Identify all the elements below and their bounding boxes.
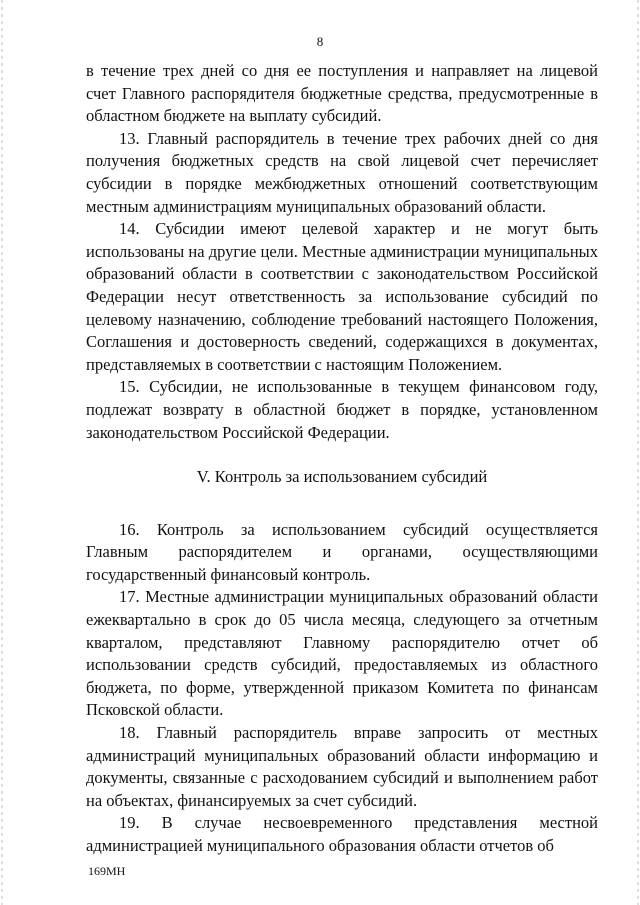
document-body	[86, 60, 598, 858]
section-heading: V. Контроль за использованием субсидий	[196, 467, 488, 487]
scan-edge-left	[1, 0, 3, 905]
paragraph-16: 16. Контроль за использованием субсидий осуществляется Главным распорядителем и органами, осуществляющими государственный финансовый контроль.	[86, 519, 598, 584]
page-number: 8	[316, 34, 324, 49]
scan-edge-right	[637, 0, 639, 905]
paragraph-17: 17. Местные администрации муниципальных образований области ежеквартально в срок до 05 числа месяца, следующего за отчетным кварталом, представляют Главному распорядителю отчет об использовании средств субсидий, предоставляемых из областного бюджета, по форме, утвержденной приказом Комитета по финансам Псковской области.	[86, 587, 598, 720]
paragraph-15: 15. Субсидии, не использованные в текущем финансовом году, подлежат возврату в областной бюджет в порядке, установленном законодательством Российской Федерации.	[86, 377, 598, 442]
paragraph-14: 14. Субсидии имеют целевой характер и не могут быть использованы на другие цели. Местные администрации муниципальных образований области в соответствии с законодательством Российской Федерации несут ответственность за использование субсидий по целевому назначению, соблюдение требований настоящего Положения, Соглашения и достоверность сведений, содержащихся в документах, представляемых в соответствии с настоящим Положением.	[86, 219, 598, 374]
paragraph-19: 19. В случае несвоевременного представления местной администрацией муниципального образования области отчетов об	[86, 813, 598, 855]
document-code: 169МН	[88, 864, 126, 878]
paragraph-18: 18. Главный распорядитель вправе запросить от местных администраций муниципальных образований области информацию и документы, связанные с расходованием субсидий и выполнением работ на объектах, финансируемых за счет субсидий.	[86, 723, 598, 810]
paragraph-13: 13. Главный распорядитель в течение трех рабочих дней со дня получения бюджетных средств на свой лицевой счет перечисляет субсидии в порядке межбюджетных отношений соответствующим местным администрациям муниципальных образований области.	[86, 128, 598, 216]
paragraph-continued: в течение трех дней со дня ее поступления и направляет на лицевой счет Главного распорядителя бюджетные средства, предусмотренные в областном бюджете на выплату субсидий.	[86, 61, 598, 126]
